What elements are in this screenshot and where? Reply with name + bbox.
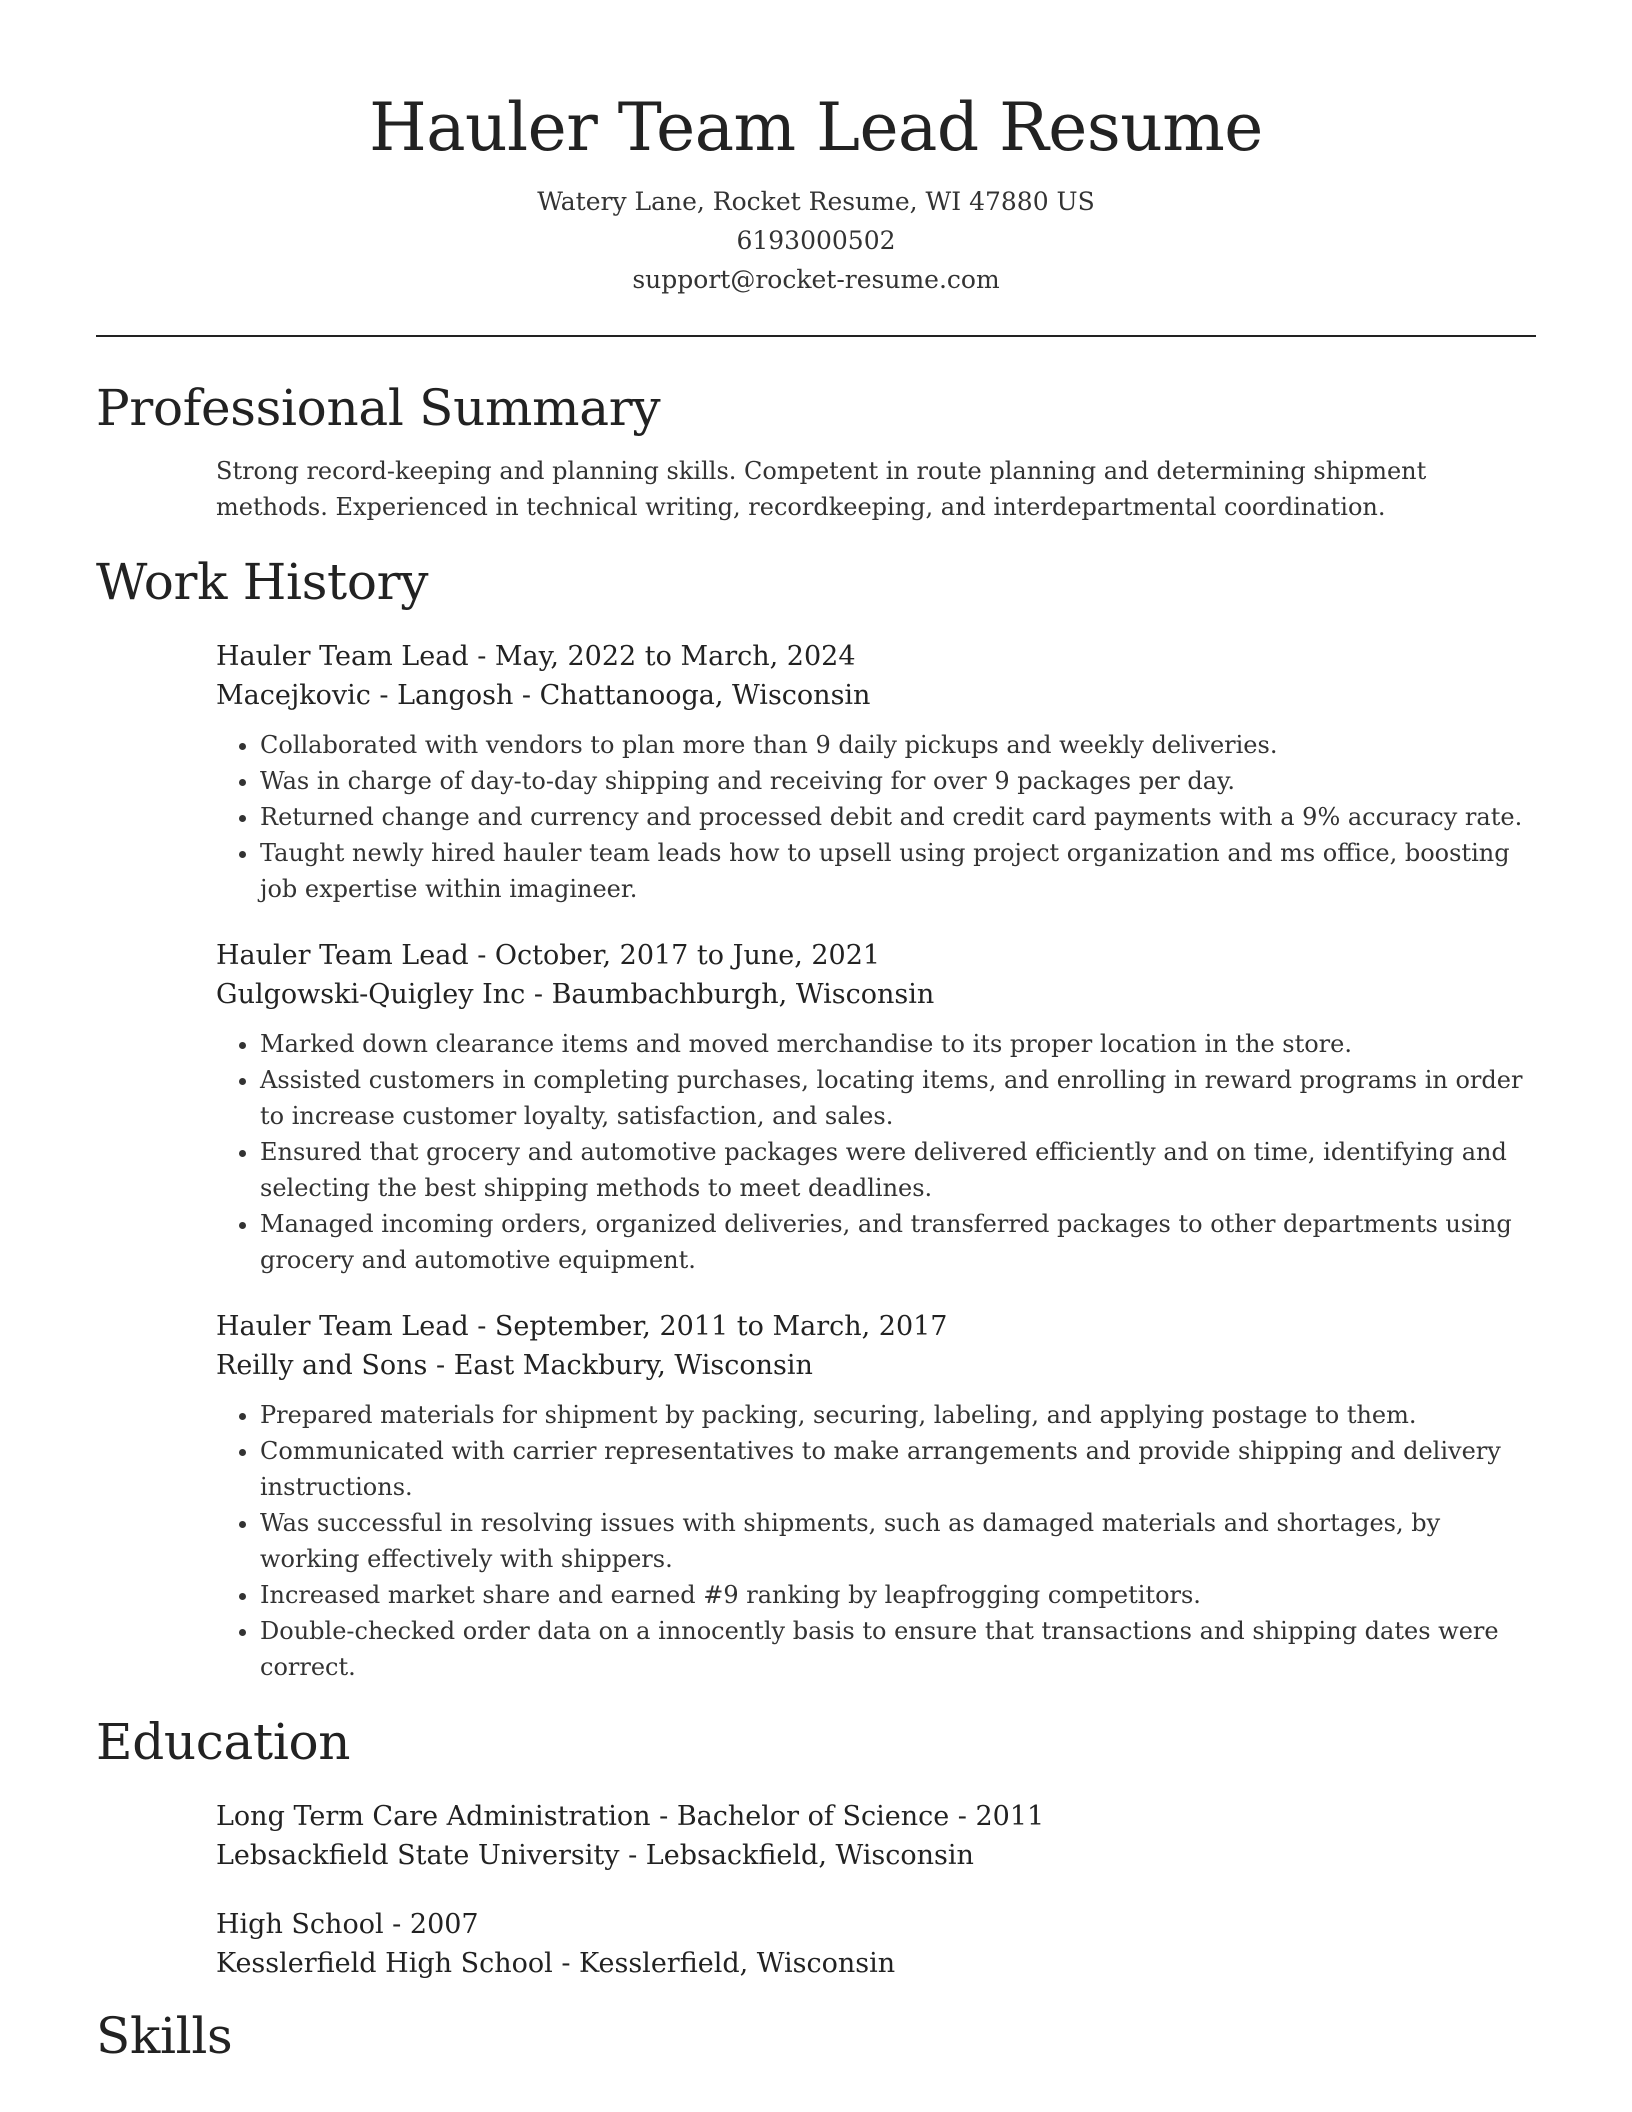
job-location: Baumbachburgh, Wisconsin: [551, 979, 935, 1010]
section-title-work-history: Work History: [96, 553, 429, 611]
job-role: Hauler Team Lead: [216, 641, 469, 672]
job-bullets: [216, 727, 1536, 907]
professional-summary-section: [96, 375, 1536, 525]
job-dates: October, 2017 to June, 2021: [494, 940, 881, 971]
contact-info: [96, 182, 1536, 299]
section-title-education: Education: [96, 1713, 351, 1771]
job-entry: [216, 936, 1536, 1278]
resume-title: Hauler Team Lead Resume: [369, 89, 1263, 166]
education-school-line: Kesslerfield High School - Kesslerfield, Wisconsin: [216, 1948, 896, 1979]
header-divider: [96, 335, 1536, 337]
job-bullet: • Managed incoming orders, organized deliveries, and transferred packages to other departments using grocery and automotive equipment.: [260, 1206, 1536, 1278]
job-bullet: • Was in charge of day-to-day shipping and receiving for over 9 packages per day.: [260, 763, 1536, 799]
job-bullet: • Marked down clearance items and moved merchandise to its proper location in the store.: [260, 1026, 1536, 1062]
job-bullet: • Returned change and currency and processed debit and credit card payments with a 9% accuracy rate.: [260, 799, 1536, 835]
job-bullet: • Ensured that grocery and automotive packages were delivered efficiently and on time, identifying and selecting the best shipping methods to meet deadlines.: [260, 1134, 1536, 1206]
job-bullet: • Double-checked order data on a innocently basis to ensure that transactions and shipping dates were correct.: [260, 1613, 1536, 1685]
phone-number: 6193000502: [736, 226, 896, 255]
education-entry: [216, 1797, 1536, 1875]
section-title-skills: Skills: [96, 2007, 233, 2065]
job-bullet: • Was successful in resolving issues with shipments, such as damaged materials and shortages, by working effectively with shippers.: [260, 1505, 1536, 1577]
job-bullet: • Increased market share and earned #9 ranking by leapfrogging competitors.: [260, 1577, 1536, 1613]
job-bullets: [216, 1026, 1536, 1278]
job-bullet: • Collaborated with vendors to plan more than 9 daily pickups and weekly deliveries.: [260, 727, 1536, 763]
education-location: Kesslerfield, Wisconsin: [579, 1948, 896, 1979]
skills-section: [96, 2003, 1536, 2069]
job-company: Reilly and Sons: [216, 1350, 428, 1381]
job-role: Hauler Team Lead: [216, 1311, 469, 1342]
education-degree-line: Long Term Care Administration - Bachelor of Science - 2011: [216, 1801, 1045, 1832]
education-field: Long Term Care Administration: [216, 1801, 651, 1832]
job-dates: May, 2022 to March, 2024: [494, 641, 856, 672]
job-company-line: Reilly and Sons - East Mackbury, Wisconsin: [216, 1350, 813, 1381]
work-history-section: [96, 549, 1536, 1685]
job-bullet: • Taught newly hired hauler team leads how to upsell using project organization and ms office, boosting job expertise within imagineer.: [260, 835, 1536, 907]
address: Watery Lane, Rocket Resume, WI 47880 US: [537, 187, 1095, 216]
job-location: East Mackbury, Wisconsin: [453, 1350, 813, 1381]
education-field: High School: [216, 1909, 384, 1940]
education-school: Lebsackfield State University: [216, 1840, 620, 1871]
education-degree-line: High School - 2007: [216, 1909, 479, 1940]
job-dates: September, 2011 to March, 2017: [494, 1311, 948, 1342]
education-year: 2007: [409, 1909, 479, 1940]
job-bullet: • Communicated with carrier representatives to make arrangements and provide shipping and delivery instructions.: [260, 1433, 1536, 1505]
job-company: Gulgowski-Quigley Inc: [216, 979, 526, 1010]
job-title-line: Hauler Team Lead - October, 2017 to June, 2021: [216, 940, 881, 971]
job-company-line: Gulgowski-Quigley Inc - Baumbachburgh, Wisconsin: [216, 979, 935, 1010]
job-entry: [216, 1307, 1536, 1685]
section-title-summary: Professional Summary: [96, 379, 661, 437]
job-bullet: • Assisted customers in completing purchases, locating items, and enrolling in reward programs in order to increase customer loyalty, satisfaction, and sales.: [260, 1062, 1536, 1134]
job-location: Chattanooga, Wisconsin: [539, 680, 871, 711]
education-location: Lebsackfield, Wisconsin: [645, 1840, 974, 1871]
job-company-line: Macejkovic - Langosh - Chattanooga, Wisconsin: [216, 680, 871, 711]
job-role: Hauler Team Lead: [216, 940, 469, 971]
job-bullet: • Prepared materials for shipment by packing, securing, labeling, and applying postage to them.: [260, 1397, 1536, 1433]
education-degree: Bachelor of Science: [676, 1801, 950, 1832]
job-entry: [216, 637, 1536, 907]
resume-header: [96, 0, 1536, 299]
summary-text: Strong record-keeping and planning skills. Competent in route planning and determining shipment methods. Experienced in technical writing, recordkeeping, and interdepartmental coordination.: [216, 457, 1427, 521]
job-company: Macejkovic - Langosh: [216, 680, 514, 711]
job-title-line: Hauler Team Lead - September, 2011 to March, 2017: [216, 1311, 948, 1342]
education-section: [96, 1709, 1536, 1983]
education-school: Kesslerfield High School: [216, 1948, 553, 1979]
education-school-line: Lebsackfield State University - Lebsackfield, Wisconsin: [216, 1840, 974, 1871]
job-bullets: [216, 1397, 1536, 1685]
email-address: support@rocket-resume.com: [632, 265, 1000, 294]
job-title-line: Hauler Team Lead - May, 2022 to March, 2024: [216, 641, 856, 672]
education-entry: [216, 1905, 1536, 1983]
education-year: 2011: [975, 1801, 1045, 1832]
